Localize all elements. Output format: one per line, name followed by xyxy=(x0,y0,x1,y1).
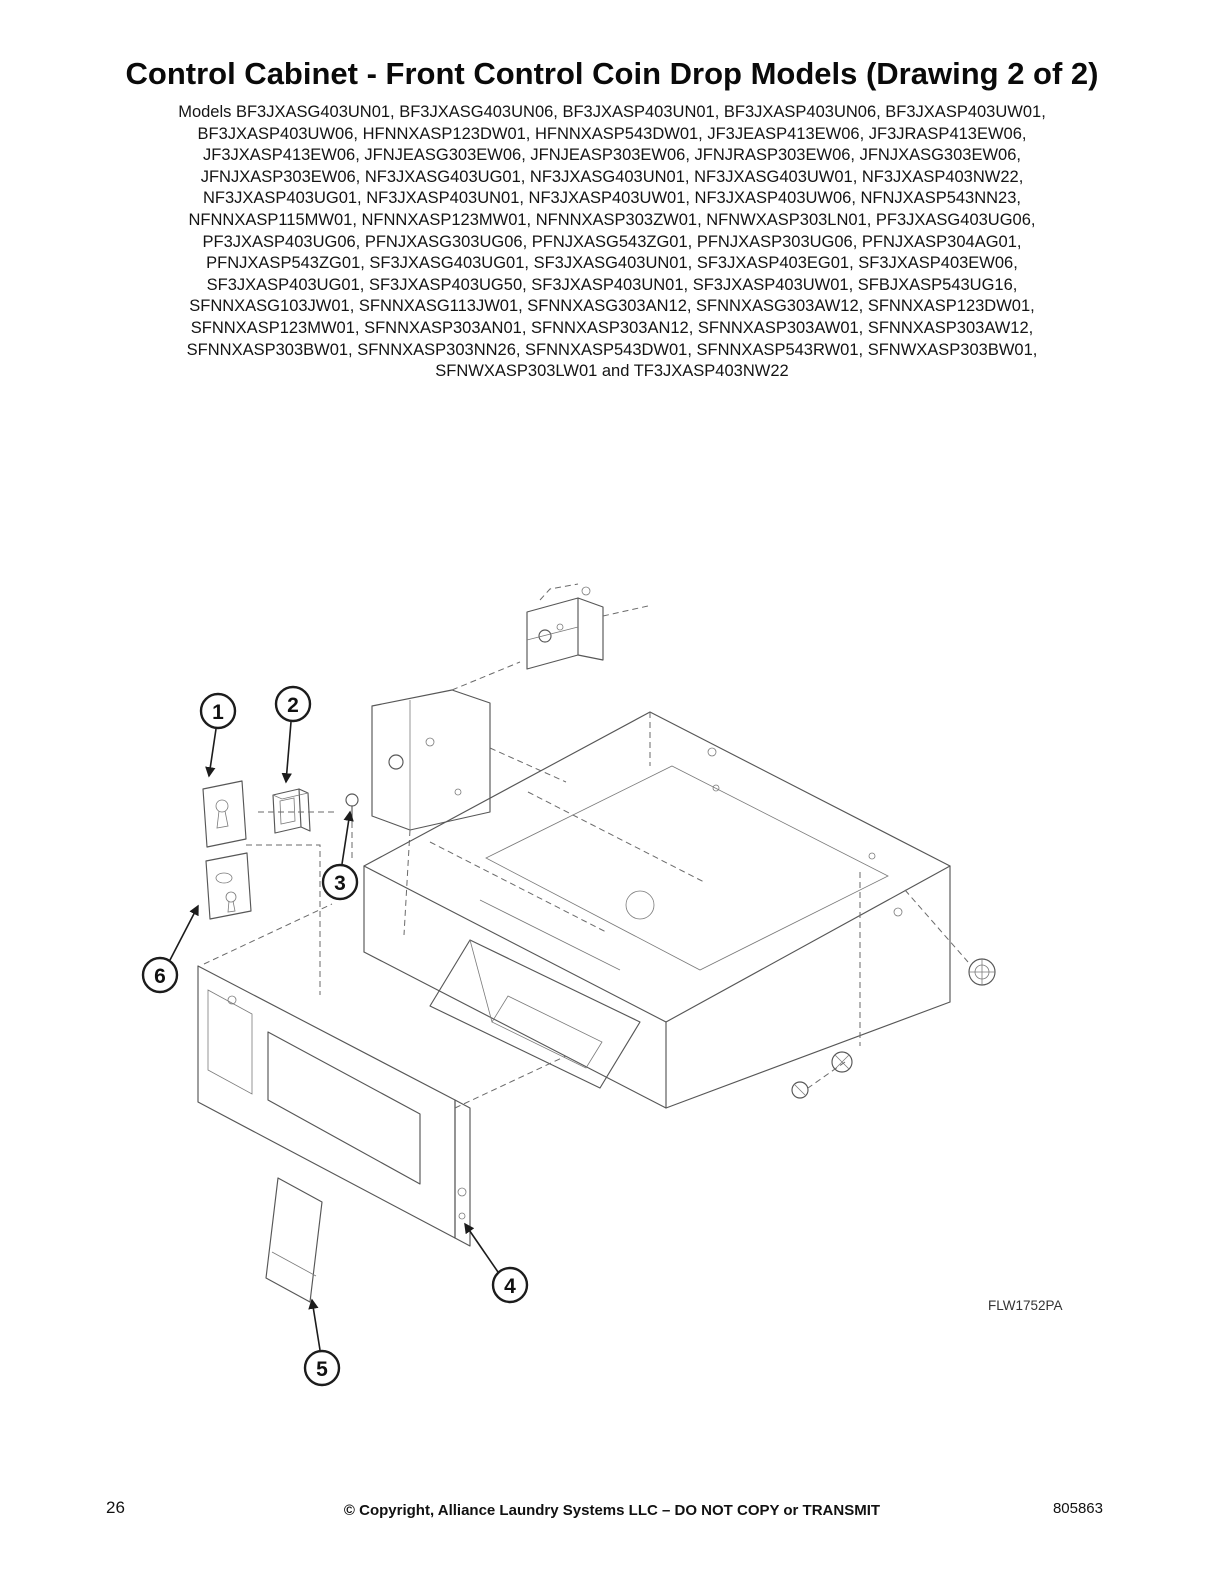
callout-1-label: 1 xyxy=(212,701,224,724)
callout-4 xyxy=(465,1224,527,1302)
part-service-switch xyxy=(273,789,310,833)
callout-3-label: 3 xyxy=(334,872,346,895)
part-mounting-bracket xyxy=(372,662,566,935)
callout-4-label: 4 xyxy=(504,1275,516,1298)
part-overlay-decal xyxy=(266,1178,322,1302)
part-control-panel xyxy=(198,904,566,1246)
model-list-line: PFNJXASP543ZG01, SF3JXASG403UG01, SF3JXASG403UN01, SF3JXASP403EG01, SF3JXASP403EW06, xyxy=(206,254,1018,273)
copyright-notice: © Copyright, Alliance Laundry Systems LLC – DO NOT COPY or TRANSMIT xyxy=(343,1502,881,1519)
alignment-lines xyxy=(246,812,968,1088)
callout-6 xyxy=(143,906,198,992)
model-list-line: SFNWXASP303LW01 and TF3JXASP403NW22 xyxy=(435,362,789,381)
part-emblem-plate xyxy=(206,853,251,919)
model-list-line: NFNNXASP115MW01, NFNNXASP123MW01, NFNNXASP303ZW01, NFNWXASP303LN01, PF3JXASG403UG06, xyxy=(188,210,1036,229)
part-cabinet-frame xyxy=(364,712,950,1108)
model-list-line: SFNNXASG103JW01, SFNNXASG113JW01, SFNNXASG303AN12, SFNNXASG303AW12, SFNNXASP123DW01, xyxy=(189,297,1035,316)
model-list-line: SFNNXASP303BW01, SFNNXASP303NN26, SFNNXASP543DW01, SFNNXASP543RW01, SFNWXASP303BW01, xyxy=(186,340,1038,359)
model-list-line: NF3JXASP403UG01, NF3JXASP403UN01, NF3JXASP403UW01, NF3JXASP403UW06, NFNJXASP543NN23, xyxy=(202,189,1021,208)
part-lower-screws xyxy=(792,1052,852,1098)
callout-5-label: 5 xyxy=(316,1358,328,1381)
model-list xyxy=(0,102,1224,383)
page-number: 26 xyxy=(106,1498,125,1517)
model-list-line: SF3JXASP403UG01, SF3JXASP403UG50, SF3JXASP403UN01, SF3JXASP403UW01, SFBJXASP543UG16, xyxy=(206,275,1018,294)
model-list-line: Models BF3JXASG403UN01, BF3JXASG403UN06, BF3JXASP403UN01, BF3JXASP403UN06, BF3JXASP403UW01, xyxy=(178,103,1046,121)
callout-1 xyxy=(201,694,235,776)
model-list-line: JFNJXASP303EW06, NF3JXASG403UG01, NF3JXASG403UN01, NF3JXASG403UW01, NF3JXASP403NW22, xyxy=(200,167,1024,186)
part-hole-plug xyxy=(969,959,995,985)
figure-code: FLW1752PA xyxy=(988,1298,1063,1313)
document-number: 805863 xyxy=(1052,1500,1103,1517)
model-list-line: JF3JXASP413EW06, JFNJEASG303EW06, JFNJEASP303EW06, JFNJRASP303EW06, JFNJXASG303EW06, xyxy=(203,146,1021,165)
model-list-line: BF3JXASP403UW06, HFNNXASP123DW01, HFNNXASP543DW01, JF3JEASP413EW06, JF3JRASP413EW06, xyxy=(197,124,1027,143)
callout-2-label: 2 xyxy=(287,694,299,717)
part-coin-drop-bracket xyxy=(527,584,648,669)
page-title: Control Cabinet - Front Control Coin Drop Models (Drawing 2 of 2) xyxy=(125,56,1099,91)
model-list-line: SFNNXASP123MW01, SFNNXASP303AN01, SFNNXASP303AN12, SFNNXASP303AW01, SFNNXASP303AW12, xyxy=(190,318,1034,337)
model-list-line: PF3JXASP403UG06, PFNJXASG303UG06, PFNJXASG543ZG01, PFNJXASP303UG06, PFNJXASP304AG01, xyxy=(202,232,1022,251)
part-lock-plate xyxy=(203,781,246,847)
callout-6-label: 6 xyxy=(154,965,166,988)
callout-2 xyxy=(276,687,310,782)
part-screw xyxy=(346,794,358,822)
part-dispenser-area xyxy=(430,940,640,1088)
callout-5 xyxy=(305,1300,339,1385)
